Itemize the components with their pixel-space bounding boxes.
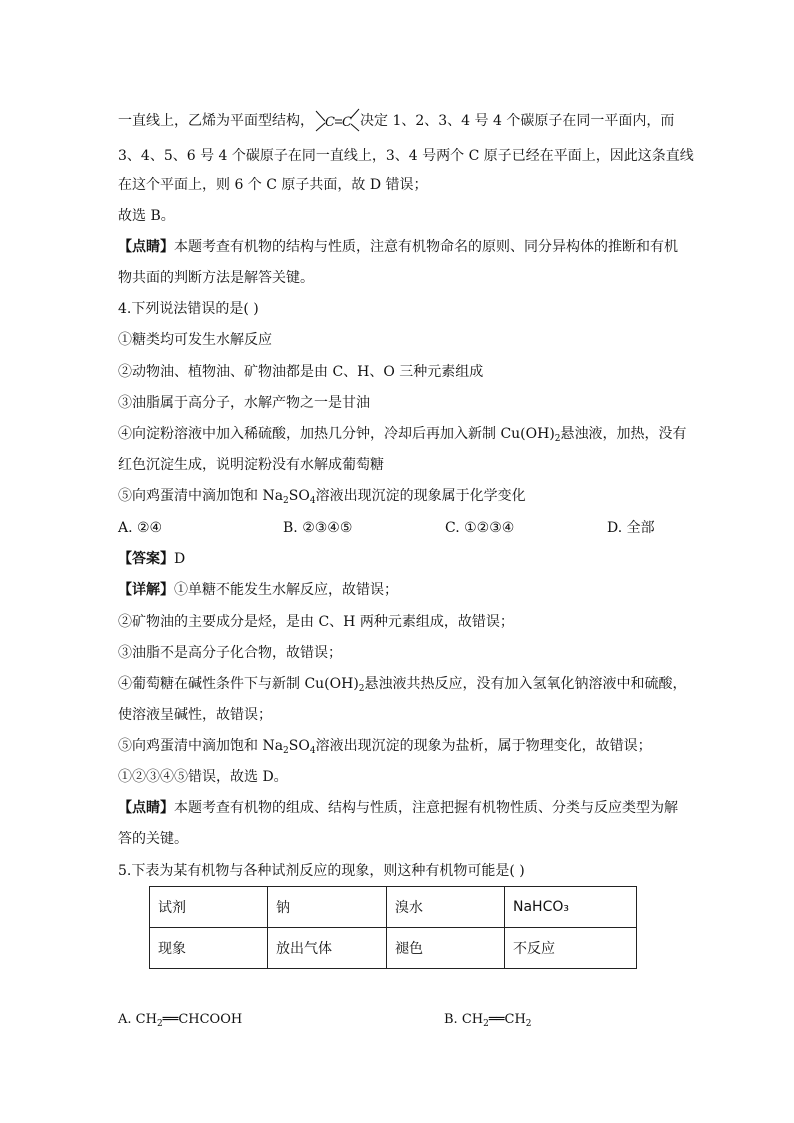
subscript: 4 — [309, 746, 316, 756]
text-span: 溶液出现沉淀的现象为盐析，属于物理变化，故错误； — [315, 738, 652, 754]
text-span: ①单糖不能发生水解反应，故错误； — [174, 582, 398, 598]
subscript: 2 — [156, 1019, 163, 1029]
table-cell: 不反应 — [505, 928, 637, 969]
detail-line — [118, 580, 398, 600]
table-cell: 放出气体 — [268, 928, 387, 969]
subscript: 2 — [358, 684, 365, 694]
text-line: 3、4、5、6 号 4 个碳原子在同一直线上，3、4 号两个 C 原子已经在平面上，因此这条直线 — [118, 148, 694, 164]
detail-line — [118, 736, 652, 756]
note-label: 【点睛】 — [118, 239, 174, 255]
table-row — [150, 928, 637, 969]
statement: ①糖类均可发生水解反应 — [118, 332, 272, 348]
option-b — [444, 1010, 532, 1030]
svg-text:C: C — [342, 115, 352, 130]
answer-value: D — [174, 551, 186, 567]
table-cell: 溴水 — [387, 887, 505, 928]
statement: ③油脂属于高分子，水解产物之一是甘油 — [118, 395, 370, 411]
ethylene-structure-icon — [314, 108, 360, 132]
table-cell: NaHCO₃ — [505, 887, 637, 928]
detail-label: 【详解】 — [118, 582, 174, 598]
option-d: D. 全部 — [607, 520, 655, 536]
text-span: SO — [288, 488, 310, 504]
table-row — [150, 887, 637, 928]
text-span: 本题考查有机物的组成、结构与性质，注意把握有机物性质、分类与反应类型为解 — [174, 800, 678, 816]
text-span: B. CH — [444, 1012, 484, 1027]
text-span: SO — [288, 738, 310, 754]
question-stem: 5.下表为某有机物与各种试剂反应的现象，则这种有机物可能是( ) — [118, 863, 525, 879]
text-span: ④向淀粉溶液中加入稀硫酸，加热几分钟，冷却后再加入新制 Cu(OH) — [118, 426, 555, 442]
svg-text:C: C — [325, 115, 335, 130]
option-a — [118, 1010, 242, 1030]
text-span: ⑤向鸡蛋清中滴加饱和 Na — [118, 738, 284, 754]
text-span: ⑤向鸡蛋清中滴加饱和 Na — [118, 488, 284, 504]
detail-line: ①②③④⑤错误，故选 D。 — [118, 769, 288, 785]
subscript: 2 — [283, 496, 289, 506]
text-line: 故选 B。 — [118, 208, 175, 224]
note-paragraph — [118, 237, 678, 257]
note-label: 【点睛】 — [118, 800, 174, 816]
subscript: 2 — [283, 746, 289, 756]
option-b: B. ②③④⑤ — [283, 520, 353, 536]
subscript: 2 — [525, 1019, 532, 1029]
detail-line: ②矿物油的主要成分是烃，是由 C、H 两种元素组成，故错误； — [118, 614, 514, 630]
text-span: A. CH — [118, 1012, 157, 1027]
table-cell: 现象 — [150, 928, 268, 969]
text-span: ④葡萄糖在碱性条件下与新制 Cu(OH) — [118, 676, 359, 692]
text-span: 溶液出现沉淀的现象属于化学变化 — [315, 488, 526, 504]
text-line — [118, 108, 674, 132]
text-span: 悬浊液，加热，没有 — [560, 426, 687, 442]
text-line: 答的关键。 — [118, 831, 188, 847]
text-line: 在这个平面上，则 6 个 C 原子共面，故 D 错误； — [118, 177, 428, 193]
text-span: 决定 1、2、3、4 号 4 个碳原子在同一平面内，而 — [360, 113, 675, 129]
statement: ②动物油、植物油、矿物油都是由 C、H、O 三种元素组成 — [118, 364, 484, 380]
text-line: 红色沉淀生成，说明淀粉没有水解成葡萄糖 — [118, 457, 384, 473]
table-cell: 试剂 — [150, 887, 268, 928]
note-paragraph — [118, 798, 678, 818]
text-span: 悬浊液共热反应，没有加入氢氧化钠溶液中和硫酸， — [364, 676, 687, 692]
option-c: C. ①②③④ — [445, 520, 515, 536]
answer-label: 【答案】 — [118, 551, 174, 567]
detail-line: ③油脂不是高分子化合物，故错误； — [118, 645, 342, 661]
reaction-table — [149, 886, 637, 969]
subscript: 2 — [554, 434, 561, 444]
statement — [118, 424, 687, 444]
text-span: ══CH — [488, 1012, 526, 1027]
table-cell: 钠 — [268, 887, 387, 928]
table-cell: 褪色 — [387, 928, 505, 969]
answer-line — [118, 549, 185, 569]
question-stem: 4.下列说法错误的是( ) — [118, 301, 259, 317]
text-span: 一直线上，乙烯为平面型结构， — [118, 113, 314, 129]
detail-line — [118, 674, 687, 694]
text-span: 本题考查有机物的结构与性质，注意有机物命名的原则、同分异构体的推断和有机 — [174, 239, 678, 255]
text-span: ══CHCOOH — [162, 1012, 243, 1027]
subscript: 2 — [483, 1019, 489, 1029]
option-a: A. ②④ — [118, 520, 163, 536]
detail-line: 使溶液呈碱性，故错误； — [118, 707, 272, 723]
text-line: 物共面的判断方法是解答关键。 — [118, 270, 314, 286]
subscript: 4 — [309, 496, 316, 506]
statement — [118, 486, 526, 506]
